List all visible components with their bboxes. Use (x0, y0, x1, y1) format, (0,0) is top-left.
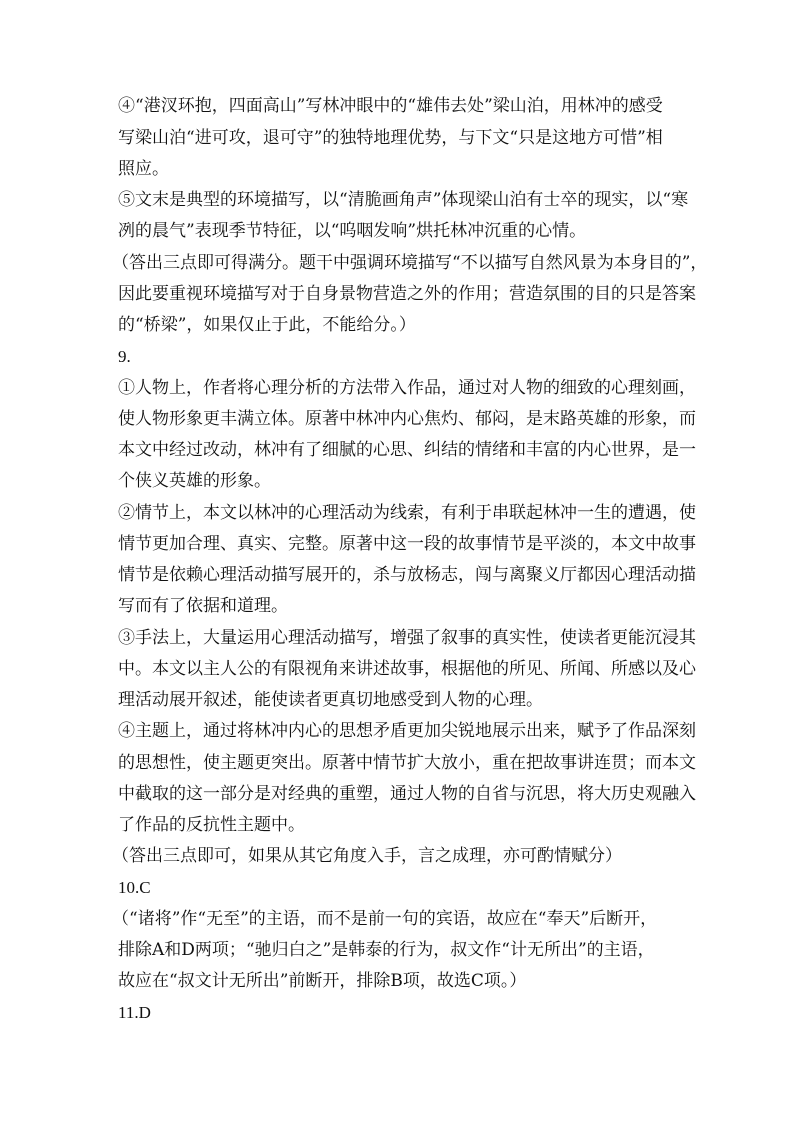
text-line: （答出三点即可，如果从其它角度入手，言之成理，亦可酌情赋分） (112, 846, 622, 866)
text-line: ①人物上，作者将心理分析的方法带入作品，通过对人物的细致的心理刻画， (118, 378, 696, 398)
text-line: 的思想性，使主题更突出。原著中情节扩大放小，重在把故事讲连贯；而本文 (118, 753, 696, 773)
text-line: 使人物形象更丰满立体。原著中林冲内心焦灼、郁闷，是末路英雄的形象，而 (118, 409, 696, 429)
text-line: ④主题上，通过将林冲内心的思想矛盾更加尖锐地展示出来，赋予了作品深刻 (118, 721, 696, 741)
text-line: 情节是依赖心理活动描写展开的，杀与放杨志，闯与离聚义厅都因心理活动描 (118, 565, 696, 585)
text-line: ③手法上，大量运用心理活动描写，增强了叙事的真实性，使读者更能沉浸其 (118, 628, 696, 648)
text-line: 冽的晨气”表现季节特征，以“呜咽发响”烘托林冲沉重的心情。 (118, 221, 587, 241)
text-line: 个侠义英雄的形象。 (118, 471, 271, 491)
question-number: 11.D (118, 1003, 151, 1022)
text-line: 故应在“叔文计无所出”前断开，排除B项，故选C项。） (118, 971, 527, 991)
text-line: 因此要重视环境描写对于自身景物营造之外的作用；营造氛围的目的只是答案 (118, 284, 696, 304)
text-line: 排除A和D两项；“驰归白之”是韩泰的行为，叔文作“计无所出”的主语， (118, 940, 655, 960)
question-number: 10.C (118, 878, 151, 897)
question-number: 9. (118, 347, 131, 366)
text-line: ④“港汊环抱，四面高山”写林冲眼中的“雄伟去处”梁山泊，用林冲的感受 (118, 96, 663, 116)
text-line: 本文中经过改动，林冲有了细腻的心思、纠结的情绪和丰富的内心世界，是一 (118, 440, 696, 460)
text-line: 了作品的反抗性主题中。 (118, 815, 305, 835)
text-line: （答出三点即可得满分。题干中强调环境描写“不以描写自然风景为本身目的”， (112, 253, 708, 273)
text-line: （“诸将”作“无至”的主语，而不是前一句的宾语，故应在“奉天”后断开， (112, 909, 658, 929)
text-line: 写梁山泊“进可攻，退可守”的独特地理优势，与下文“只是这地方可惜”相 (118, 128, 663, 148)
text-line: 的“桥梁”，如果仅止于此，不能给分。） (118, 315, 416, 335)
text-line: ②情节上，本文以林冲的心理活动为线索，有利于串联起林冲一生的遭遇，使 (118, 503, 696, 523)
text-line: 写而有了依据和道理。 (118, 596, 288, 616)
text-line: 中截取的这一部分是对经典的重塑，通过人物的自省与沉思，将大历史观融入 (118, 784, 696, 804)
text-line: 理活动展开叙述，能使读者更真切地感受到人物的心理。 (118, 690, 543, 710)
text-line: 照应。 (118, 159, 169, 179)
text-line: ⑤文末是典型的环境描写，以“清脆画角声”体现梁山泊有士卒的现实，以“寒 (118, 190, 689, 210)
text-line: 情节更加合理、真实、完整。原著中这一段的故事情节是平淡的，本文中故事 (118, 534, 696, 554)
text-line: 中。本文以主人公的有限视角来讲述故事，根据他的所见、所闻、所感以及心 (118, 659, 696, 679)
